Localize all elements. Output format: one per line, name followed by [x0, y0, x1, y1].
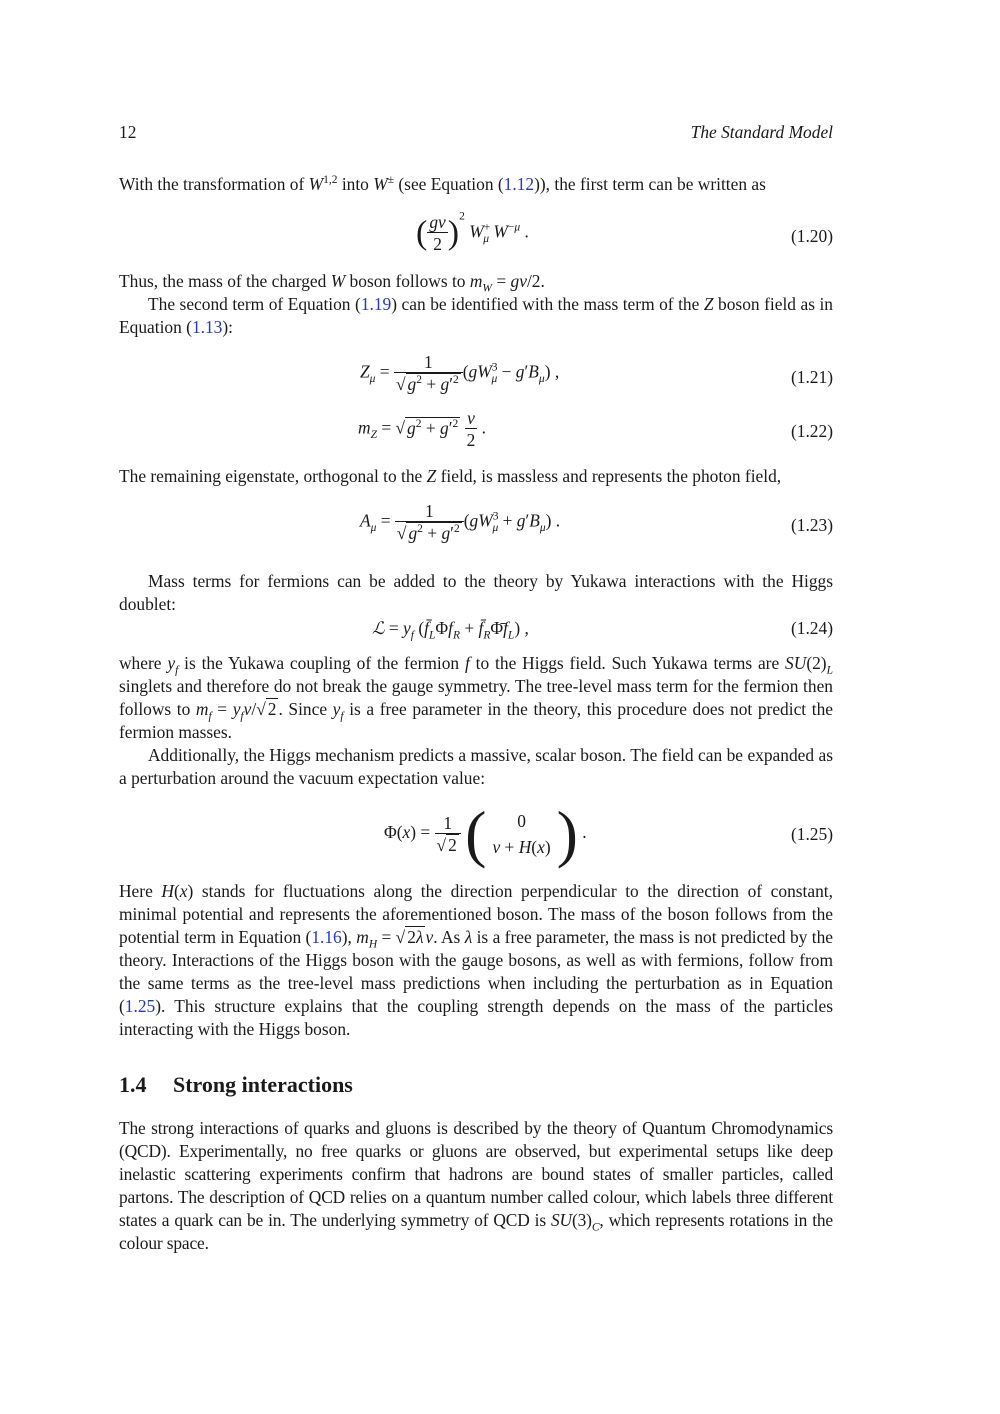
paragraph-9: The strong interactions of quarks and gluons is described by the theory of Quantum Chromodynamics (QCD). Experimentally, no free quarks or gluons are observed, but experimental setups like deep inelastic scattering experiments confirm that hadrons are bound states of smaller particles, called partons. The description of QCD relies on a quantum number called colour, which labels three different states a quark can be in. The underlying symmetry of QCD is $SU(3)_C$, which represents rotations in the colour space. — [119, 1118, 833, 1253]
equation-1-23: $A_\mu$ = $\frac{1}{√ g^2 + g'^2}$ $(gW^3_\mu + g'B_\mu)$ . — [360, 501, 561, 543]
equation-number-1-22: (1.22) — [790, 421, 833, 441]
ref-eq-1-12[interactable]: 1.12 — [503, 174, 535, 194]
paragraph-8: Here H(x) stands for fluctuations along the direction perpendicular to the direction of constant, minimal potential and represents the aforementioned boson. The mass of the boson follows from the potential term in Equation (1.16), $m_H$ = √ 2λ v. As λ is a free parameter, the mass is not predicted by the theory. Interactions of the Higgs boson with the gauge bosons, as well as with fermions, follow from the same terms as the tree-level mass predictions when including the perturbation as in Equation (1.25). This structure explains that the coupling strength depends on the mass of the particles interacting with the Higgs boson. — [119, 881, 833, 1039]
equation-1-20: ( $\frac{gv}{2}$ )$^2$ $W^+_\mu$ $W^{-\mu}$ . — [416, 210, 529, 254]
paragraph-5: Mass terms for fermions can be added to the theory by Yukawa interactions with the Higgs doublet: — [119, 571, 833, 614]
ref-eq-1-25[interactable]: 1.25 — [124, 996, 156, 1016]
section-title: Strong interactions — [173, 1072, 353, 1097]
section-heading — [119, 1072, 353, 1098]
equation-1-21: $Z_\mu$ = $\frac{1}{√ g^2 + g'^2}$ $(gW^3_\mu - g'B_\mu)$ , — [360, 352, 560, 394]
paragraph-1: With the transformation of W$^{1,2}$ into W± (see Equation (1.12)), the first term can be written as — [119, 174, 766, 194]
paragraph-4: The remaining eigenstate, orthogonal to the Z field, is massless and represents the photon field, — [119, 466, 782, 486]
paragraph-7: Additionally, the Higgs mechanism predicts a massive, scalar boson. The field can be expanded as a perturbation around the vacuum expectation value: — [119, 745, 833, 788]
paragraph-2: Thus, the mass of the charged W boson follows to $m_W = gv/2$. The second term of Equation (1.19) can be identified with the mass term of the Z boson field as in Equation (1.13): — [119, 271, 833, 337]
running-title: The Standard Model — [690, 122, 833, 142]
equation-number-1-20: (1.20) — [790, 226, 833, 246]
page-number: 12 — [119, 122, 137, 142]
equation-number-1-23: (1.23) — [790, 515, 833, 535]
equation-1-22: $m_Z$ = √ $g^2 + g'^2$ $\frac{v}{2}$ . — [358, 408, 487, 450]
ref-eq-1-13[interactable]: 1.13 — [191, 317, 223, 337]
equation-number-1-21: (1.21) — [790, 367, 833, 387]
equation-number-1-24: (1.24) — [790, 618, 833, 638]
equation-number-1-25: (1.25) — [790, 824, 833, 844]
paragraph-6: where $y_f$ is the Yukawa coupling of the fermion f to the Higgs field. Such Yukawa terms are $SU(2)_L$ singlets and therefore do not break the gauge symmetry. The tree-level mass term for the fermion then follows to $m_f = y_fv/√$ 2 . Since $y_f$ is a free parameter in the theory, this procedure does not predict the fermion masses. Additionally, the Higgs mechanism predicts a massive, scalar boson. The field can be expanded as a perturbation around the vacuum expectation value: — [119, 653, 833, 788]
equation-1-25: Φ(x) = $\frac{1}{√ 2}$ ( 0 v + H(x) ) . — [384, 798, 587, 869]
section-number: 1.4 — [119, 1072, 147, 1097]
ref-eq-1-16[interactable]: 1.16 — [311, 927, 342, 947]
equation-1-24: ℒ = $y_f$ ($f̄_L\Phi f_R$ + $f̄_R\Phīf_L$) , — [372, 618, 529, 642]
ref-eq-1-19[interactable]: 1.19 — [360, 294, 392, 314]
